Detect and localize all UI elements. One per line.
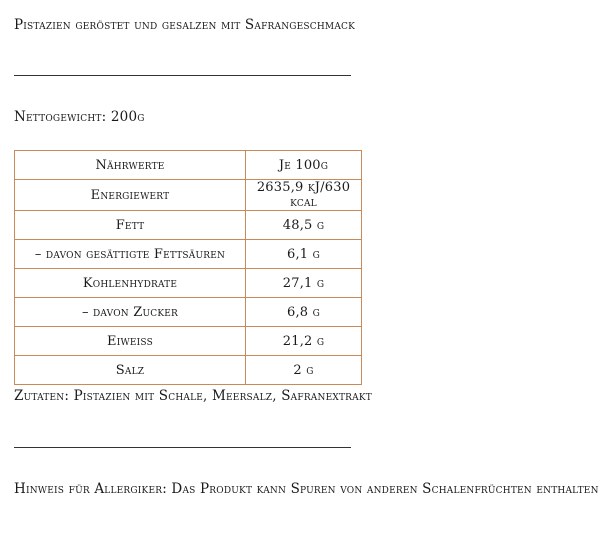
ingredients-text: Zutaten: Pistazien mit Schale, Meersalz, Safranextrakt xyxy=(14,388,372,404)
nutrient-value: 6,1 g xyxy=(246,240,362,269)
table-row xyxy=(15,327,362,356)
nutrient-value: 27,1 g xyxy=(246,269,362,298)
nutrition-header-row xyxy=(15,151,362,180)
nutrient-label: Eiweiss xyxy=(15,327,246,356)
nutrient-label: – davon gesättigte Fettsäuren xyxy=(15,240,246,269)
nutrient-label: Energiewert xyxy=(15,180,246,211)
table-row xyxy=(15,356,362,385)
nutrient-value: 2 g xyxy=(246,356,362,385)
nutrient-value: 6,8 g xyxy=(246,298,362,327)
nutrient-value: 2635,9 kJ/630 kcal xyxy=(246,180,362,211)
table-row xyxy=(15,211,362,240)
divider-line xyxy=(14,75,351,76)
divider-line xyxy=(14,447,351,448)
table-row xyxy=(15,240,362,269)
nutrition-header-value: Je 100g xyxy=(246,151,362,180)
table-row xyxy=(15,298,362,327)
nutrient-label: Fett xyxy=(15,211,246,240)
nutrient-label: Salz xyxy=(15,356,246,385)
net-weight: Nettogewicht: 200g xyxy=(14,109,145,125)
nutrient-value: 21,2 g xyxy=(246,327,362,356)
nutrition-header-label: Nährwerte xyxy=(15,151,246,180)
allergy-note: Hinweis für Allergiker: Das Produkt kann Spuren von anderen Schalenfrüchten enthalten xyxy=(14,481,599,497)
nutrient-label: – davon Zucker xyxy=(15,298,246,327)
product-title: Pistazien geröstet und gesalzen mit Safrangeschmack xyxy=(14,17,356,33)
nutrition-table xyxy=(14,150,362,385)
table-row xyxy=(15,269,362,298)
table-row xyxy=(15,180,362,211)
nutrient-label: Kohlenhydrate xyxy=(15,269,246,298)
nutrient-value: 48,5 g xyxy=(246,211,362,240)
